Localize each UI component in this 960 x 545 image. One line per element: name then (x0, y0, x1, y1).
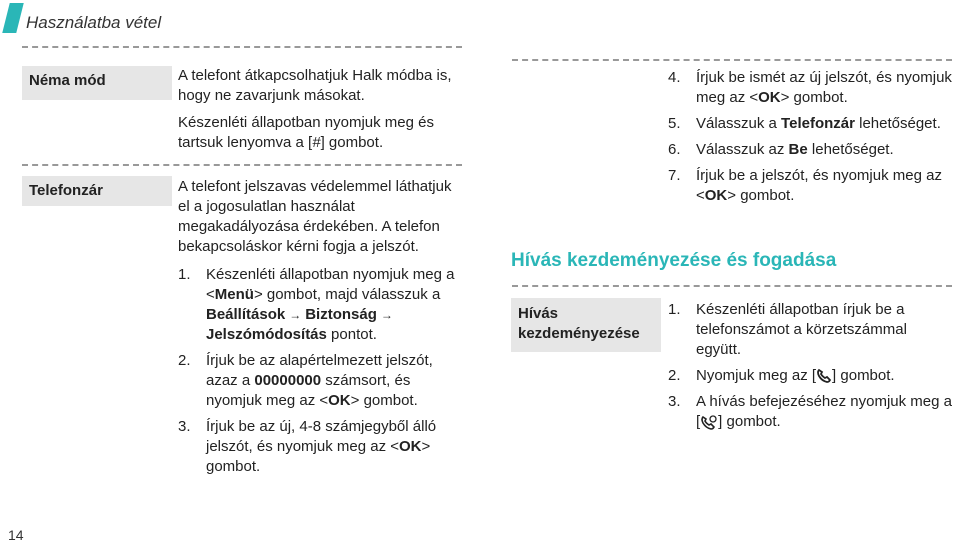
mute-mode-instruction: Készenléti állapotban nyomjuk meg és tartsuk lenyomva a [#] gombot. (178, 114, 434, 151)
list-item: 3. Írjuk be az új, 4-8 számjegyből álló jelszót, és nyomjuk meg az <OK> gombot. (178, 418, 437, 475)
arrow-icon: → (289, 308, 302, 322)
section-title: Hívás kezdeményezése és fogadása (511, 250, 837, 271)
list-item: 5. Válasszuk a Telefonzár lehetőséget. (668, 115, 941, 132)
mute-mode-description: A telefont átkapcsolhatjuk Halk módba is, hogy ne zavarjunk másokat. (178, 67, 452, 104)
list-item: 7. Írjuk be a jelszót, és nyomjuk meg az <OK> gombot. (668, 167, 942, 204)
list-item: 6. Válasszuk az Be lehetőséget. (668, 141, 894, 158)
make-call-steps (668, 300, 953, 438)
list-item: 4. Írjuk be ismét az új jelszót, és nyomjuk meg az <OK> gombot. (668, 69, 952, 106)
phone-lock-label: Telefonzár (22, 176, 172, 206)
call-key-icon (816, 368, 832, 384)
phone-lock-text (178, 177, 466, 483)
phone-lock-steps (178, 265, 466, 477)
make-call-label: Hívás kezdeményezése (511, 298, 661, 352)
section-divider (22, 164, 462, 166)
list-item: 1. Készenléti állapotban írjuk be a telefonszámot a körzetszámmal együtt. (668, 301, 907, 358)
phone-lock-intro: A telefont jelszavas védelemmel láthatjuk el a jogosulatlan használat megakadályozása érdekében. A telefon bekapcsoláskor kérni fogja a jelszót. (178, 178, 452, 255)
mute-mode-label: Néma mód (22, 66, 172, 100)
list-item: 2. Írjuk be az alapértelmezett jelszót, azaz a 00000000 számsort, és nyomjuk meg az <OK> gombot. (178, 352, 433, 409)
list-item: 2. Nyomjuk meg az [ ] gombot. (668, 367, 895, 384)
end-key-icon (700, 414, 718, 430)
phone-lock-steps-continued (668, 68, 953, 212)
header-accent-bar (2, 3, 23, 33)
arrow-icon: → (380, 308, 393, 322)
header-divider (22, 46, 462, 48)
hash-key-icon: # (312, 134, 321, 151)
list-item: 1. Készenléti állapotban nyomjuk meg a <Menü> gombot, majd válasszuk a Beállítások → Biztonság → Jelszómódosítás pontot. (178, 266, 455, 343)
page-header-title: Használatba vétel (26, 13, 162, 32)
list-item: 3. A hívás befejezéséhez nyomjuk meg a [ ] gombot. (668, 393, 952, 430)
section-title-divider (512, 285, 952, 287)
page-number: 14 (8, 527, 24, 543)
mute-mode-text (178, 66, 466, 160)
right-top-divider (512, 59, 952, 61)
